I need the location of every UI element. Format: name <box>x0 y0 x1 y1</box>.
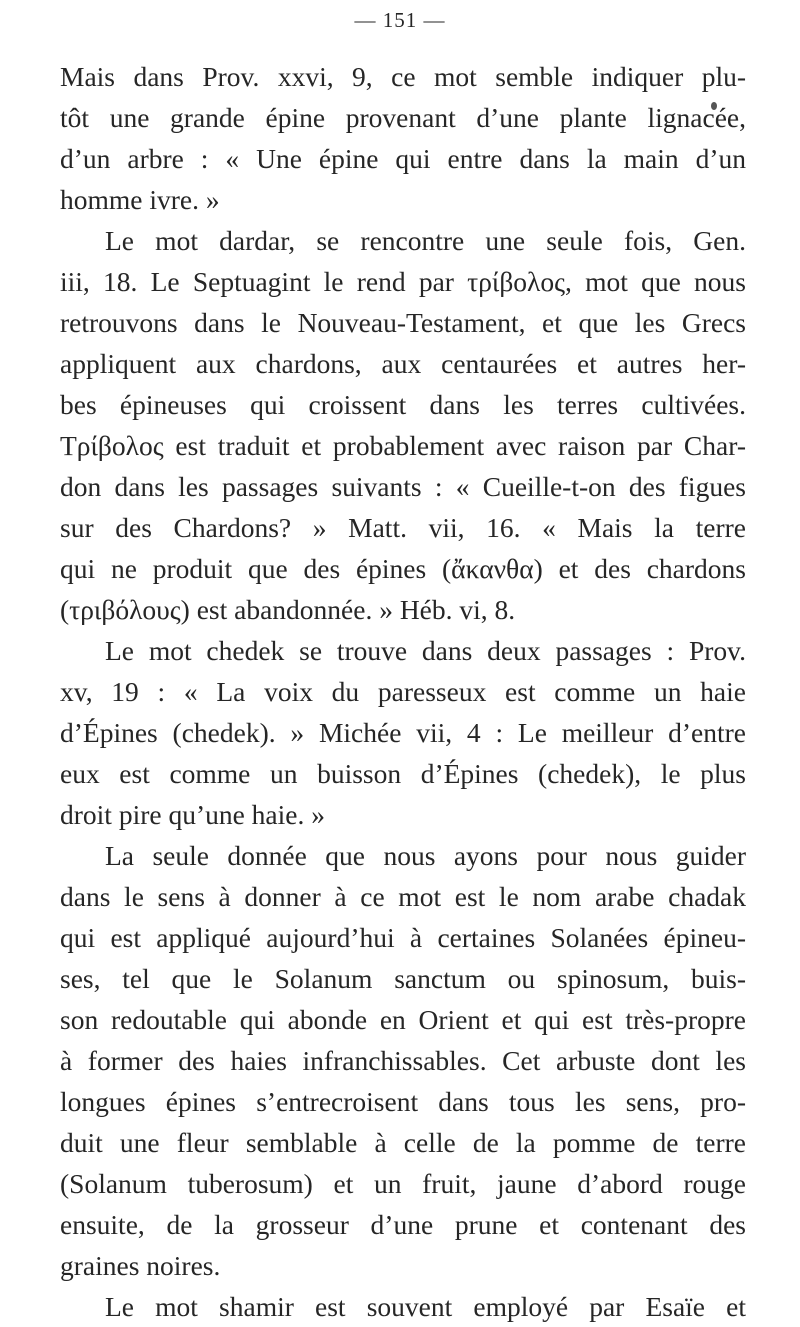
text-line: Mais dans Prov. xxvi, 9, ce mot semble indiquer plu- <box>60 61 746 92</box>
text-line: Le mot dardar, se rencontre une seule fois, Gen. <box>105 225 746 256</box>
text-line: duit une fleur semblable à celle de la pomme de terre <box>60 1127 746 1158</box>
text-line: d’un arbre : « Une épine qui entre dans la main d’un <box>60 143 746 174</box>
text-line: qui est appliqué aujourd’hui à certaines Solanées épineu- <box>60 922 746 953</box>
text-line: d’Épines (chedek). » Michée vii, 4 : Le meilleur d’entre <box>60 717 746 748</box>
text-line: bes épineuses qui croissent dans les terres cultivées. <box>60 389 746 420</box>
text-line: tôt une grande épine provenant d’une plante lignacée, <box>60 102 746 133</box>
text-line: don dans les passages suivants : « Cueille-t-on des figues <box>60 471 746 502</box>
text-line: qui ne produit que des épines (ἄκανθα) et des chardons <box>60 553 746 584</box>
text-line: longues épines s’entrecroisent dans tous les sens, pro- <box>60 1086 746 1117</box>
text-line: Le mot chedek se trouve dans deux passages : Prov. <box>105 635 746 666</box>
text-line: dans le sens à donner à ce mot est le nom arabe chadak <box>60 881 746 912</box>
text-line: appliquent aux chardons, aux centaurées et autres her- <box>60 348 746 379</box>
text-line: graines noires. <box>60 1250 221 1281</box>
text-line: xv, 19 : « La voix du paresseux est comme un haie <box>60 676 746 707</box>
text-line: eux est comme un buisson d’Épines (chedek), le plus <box>60 758 746 789</box>
body-text <box>60 56 746 1327</box>
text-line: ensuite, de la grosseur d’une prune et contenant des <box>60 1209 746 1240</box>
text-line: Le mot shamir est souvent employé par Esaïe et <box>105 1291 746 1322</box>
text-line: à former des haies infranchissables. Cet arbuste dont les <box>60 1045 746 1076</box>
text-line: iii, 18. Le Septuagint le rend par τρίβολος, mot que nous <box>60 266 746 297</box>
text-line: La seule donnée que nous ayons pour nous guider <box>105 840 746 871</box>
text-line: (Solanum tuberosum) et un fruit, jaune d’abord rouge <box>60 1168 746 1199</box>
text-line: son redoutable qui abonde en Orient et qui est très-propre <box>60 1004 746 1035</box>
text-line: ses, tel que le Solanum sanctum ou spinosum, buis- <box>60 963 746 994</box>
text-line: (τριβόλους) est abandonnée. » Héb. vi, 8. <box>60 594 516 625</box>
text-line: retrouvons dans le Nouveau-Testament, et que les Grecs <box>60 307 746 338</box>
text-line: droit pire qu’une haie. » <box>60 799 325 830</box>
text-line: Τρίβολος est traduit et probablement avec raison par Char- <box>60 430 746 461</box>
text-line: homme ivre. » <box>60 184 220 215</box>
text-line: sur des Chardons? » Matt. vii, 16. « Mais la terre <box>60 512 746 543</box>
page-number: — 151 — <box>354 8 446 32</box>
